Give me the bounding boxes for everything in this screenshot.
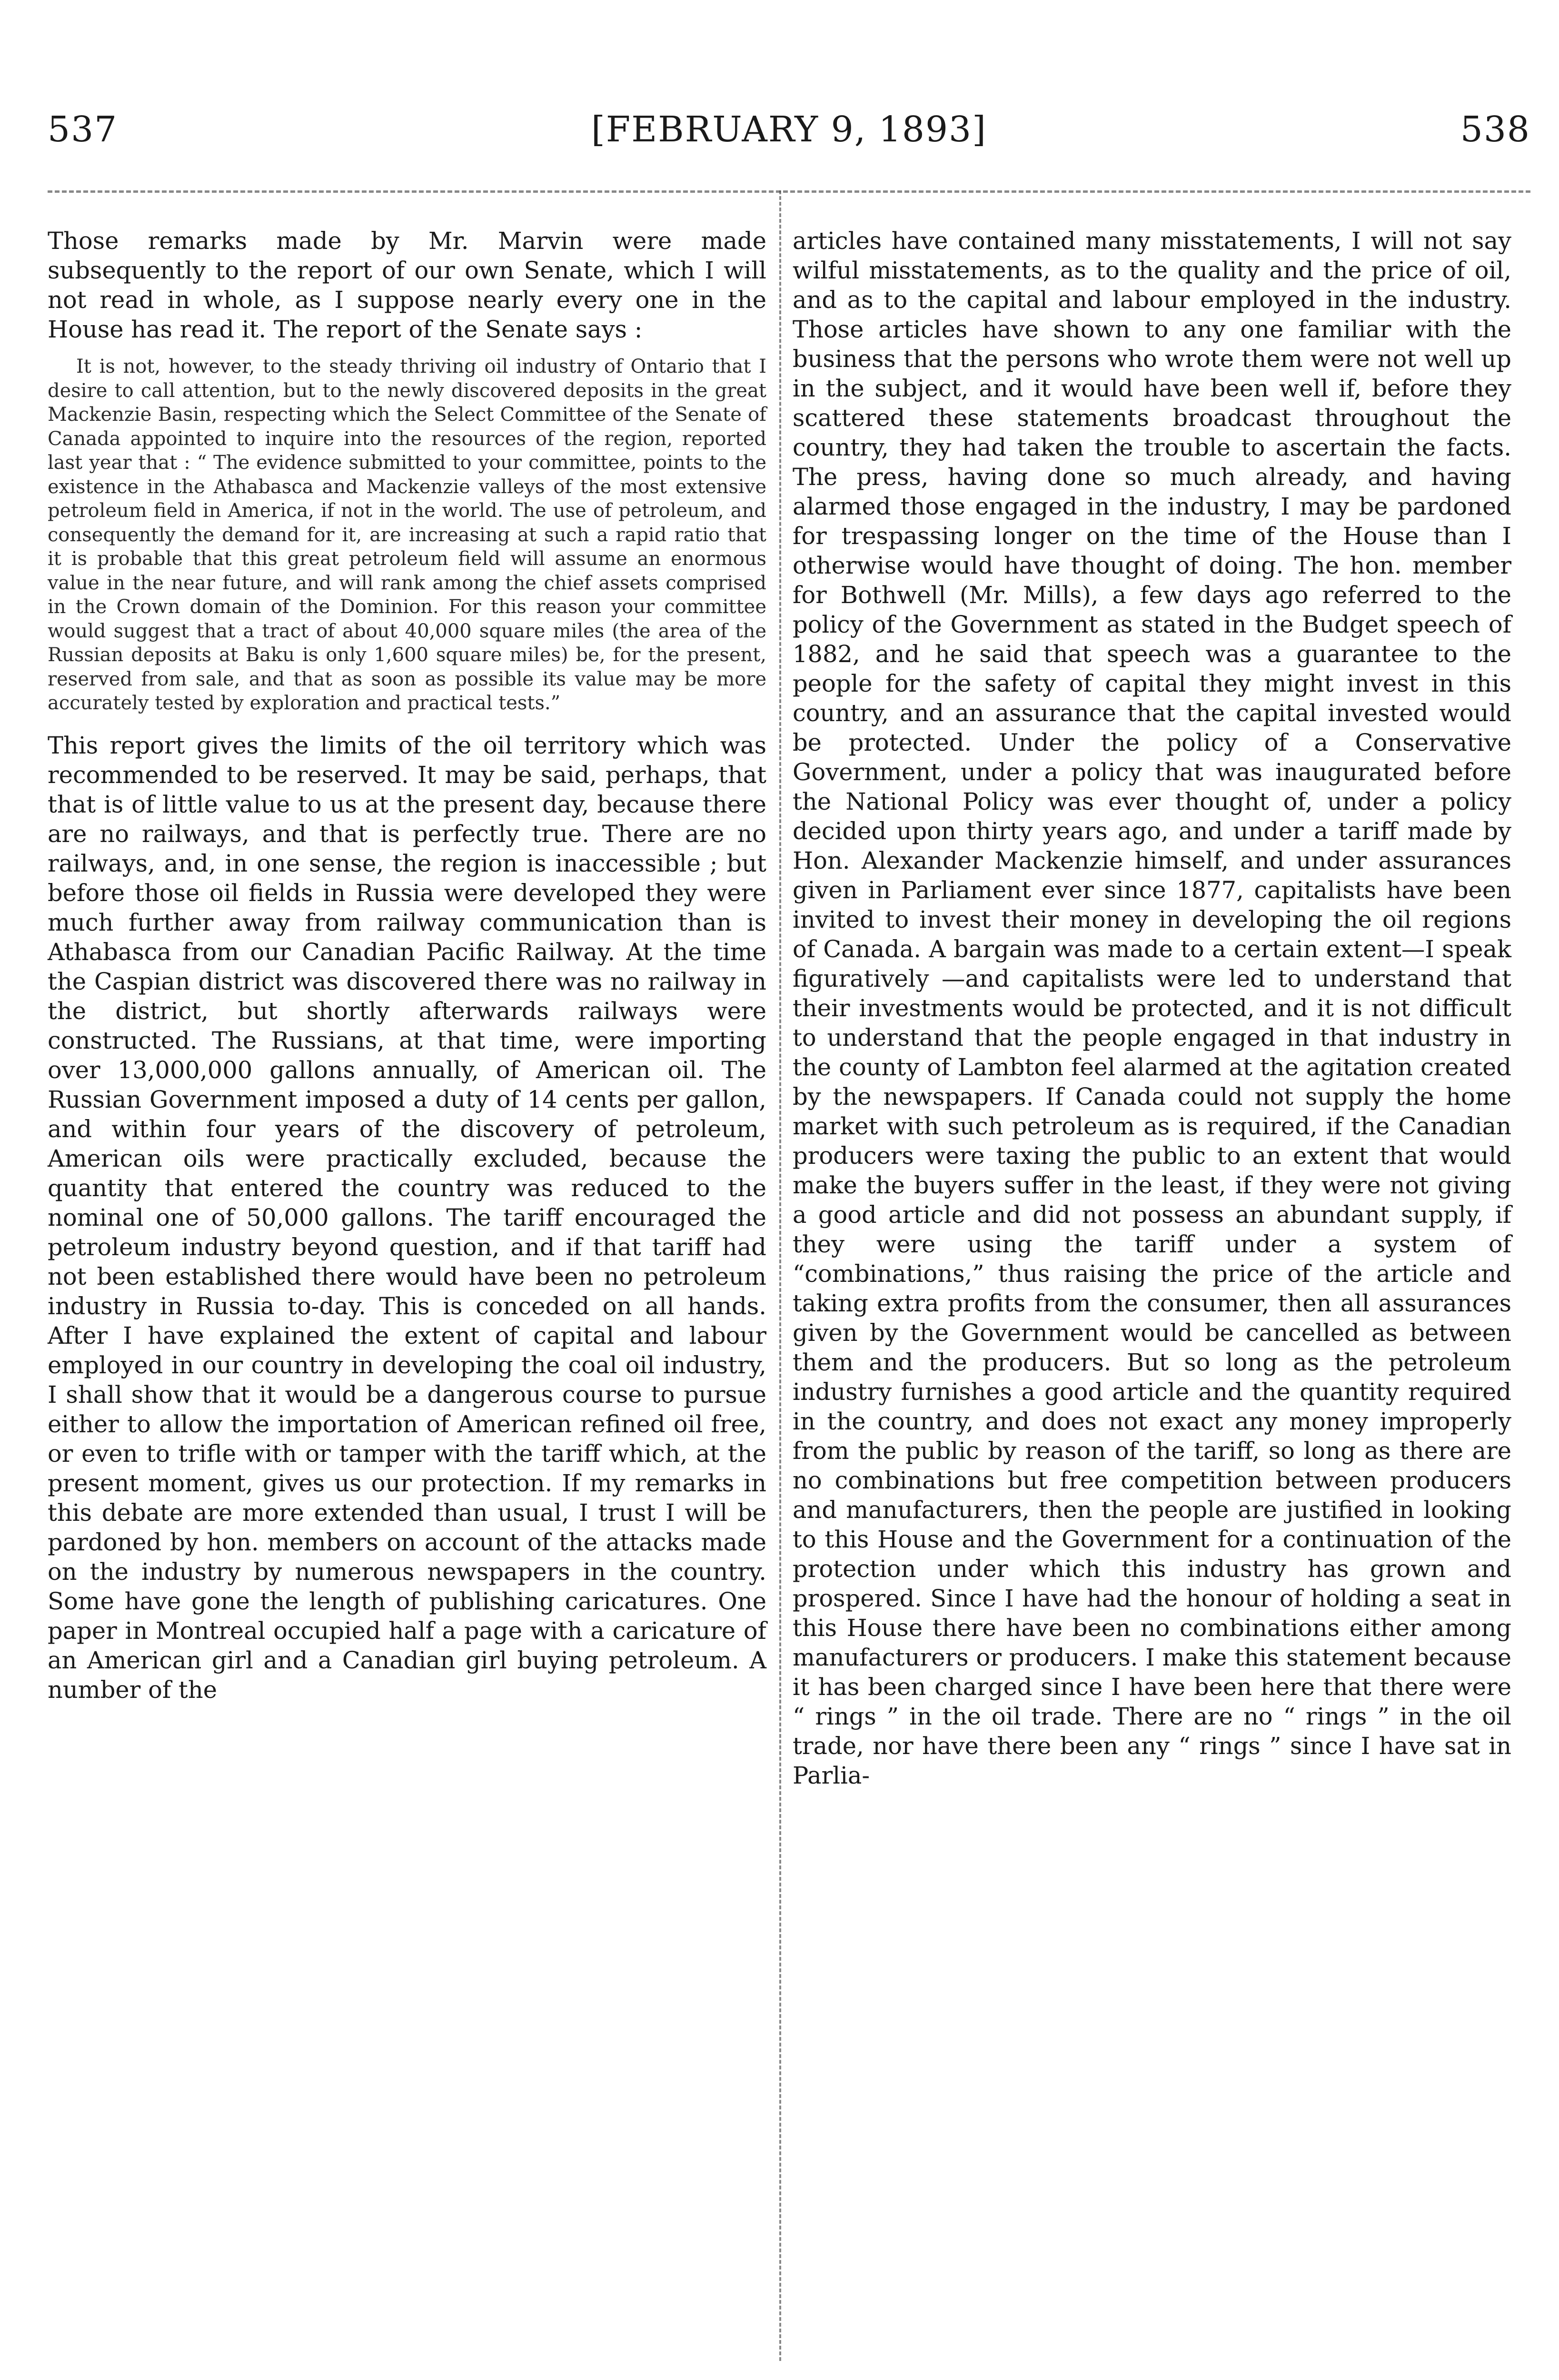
page-date: [FEBRUARY 9, 1893] — [591, 109, 987, 150]
right-paragraph-1: articles have contained many misstatements, I will not say wilful misstatements, as to the quality and the price of oil, and as to the capital and labour employed in the industry. Those articles have shown to any one familiar with the business that the persons who wrote them were not well up in the subject, and it would have been well if, before they scattered these statements broadcast throughout the country, they had taken the trouble to ascertain the facts. The press, having done so much already, and having alarmed those engaged in the industry, I may be pardoned for trespassing longer on the time of the House than I otherwise would have thought of doing. The hon. member for Bothwell (Mr. Mills), a few days ago referred to the policy of the Government as stated in the Budget speech of 1882, and he said that speech was a guarantee to the people for the safety of capital they might invest in this country, and an assurance that the capital invested would be protected. Under the policy of a Conservative Government, under a policy that was inaugurated before the National Policy was ever thought of, under a policy decided upon thirty years ago, and under a tariff made by Hon. Alexander Mackenzie himself, and under assurances given in Parliament ever since 1877, capitalists have been invited to invest their money in developing the oil regions of Canada. A bargain was made to a certain extent—I speak figuratively —and capitalists were led to understand that their investments would be protected, and it is not difficult to understand that the people engaged in that industry in the county of Lambton feel alarmed at the agitation created by the newspapers. If Canada could not supply the home market with such petroleum as is required, if the Canadian producers were taxing the public to an extent that would make the buyers suffer in the least, if they were not giving a good article and did not possess an abundant supply, if they were using the tariff under a system of “combinations,” thus raising the price of the article and taking extra profits from the consumer, then all assurances given by the Government would be cancelled as between them and the producers. But so long as the petroleum industry furnishes a good article and the quantity required in the country, and does not exact any money improperly from the public by reason of the tariff, so long as there are no combinations but free competition between producers and manufacturers, then the people are justified in looking to this House and the Government for a continuation of the protection under which this industry has grown and prospered. Since I have had the honour of holding a seat in this House there have been no combinations either among manufacturers or producers. I make this statement because it has been charged since I have been here that there were “ rings ” in the oil trade. There are no “ rings ” in the oil trade, nor have there been any “ rings ” since I have sat in Parlia- — [793, 227, 1511, 1789]
senate-report-quote: It is not, however, to the steady thriving oil industry of Ontario that I desire to call attention, but to the newly discovered deposits in the great Mackenzie Basin, respecting which the Select Committee of the Senate of Canada appointed to inquire into the resources of the region, reported last year that : “ The evidence submitted to your committee, points to the existence in the Athabasca and Mackenzie valleys of the most extensive petroleum field in America, if not in the world. The use of petroleum, and consequently the demand for it, are increasing at such a rapid ratio that it is probable that this great petroleum field will assume an enormous value in the near future, and will rank among the chief assets comprised in the Crown domain of the Dominion. For this reason your committee would suggest that a tract of about 40,000 square miles (the area of the Russian deposits at Baku is only 1,600 square miles) be, for the present, reserved from sale, and that as soon as possible its value may be more accurately tested by exploration and practical tests.” — [48, 356, 766, 714]
header-rule — [48, 190, 1530, 193]
page-number-right: 538 — [1460, 109, 1530, 150]
left-paragraph-1: Those remarks made by Mr. Marvin were made subsequently to the report of our own Senate, which I will not read in whole, as I suppose nearly every one in the House has read it. The report of the Senate says : — [48, 227, 766, 343]
right-column — [793, 226, 1511, 1790]
column-divider — [779, 190, 781, 2361]
left-column — [48, 226, 766, 1705]
page-number-left: 537 — [48, 109, 118, 150]
page-header — [48, 106, 1530, 163]
left-paragraph-2: This report gives the limits of the oil territory which was recommended to be reserved. It may be said, perhaps, that that is of little value to us at the present day, because there are no railways, and that is perfectly true. There are no railways, and, in one sense, the region is inaccessible ; but before those oil fields in Russia were developed they were much further away from railway communication than is Athabasca from our Canadian Pacific Railway. At the time the Caspian district was discovered there was no railway in the district, but shortly afterwards railways were constructed. The Russians, at that time, were importing over 13,000,000 gallons annually, of American oil. The Russian Government imposed a duty of 14 cents per gallon, and within four years of the discovery of petroleum, American oils were practically excluded, because the quantity that entered the country was reduced to the nominal one of 50,000 gallons. The tariff encouraged the petroleum industry beyond question, and if that tariff had not been established there would have been no petroleum industry in Russia to-day. This is conceded on all hands. After I have explained the extent of capital and labour employed in our country in developing the coal oil industry, I shall show that it would be a dangerous course to pursue either to allow the importation of American refined oil free, or even to trifle with or tamper with the tariff which, at the present moment, gives us our protection. If my remarks in this debate are more extended than usual, I trust I will be pardoned by hon. members on account of the attacks made on the industry by numerous newspapers in the country. Some have gone the length of publishing caricatures. One paper in Montreal occupied half a page with a caricature of an American girl and a Canadian girl buying petroleum. A number of the — [48, 731, 766, 1704]
